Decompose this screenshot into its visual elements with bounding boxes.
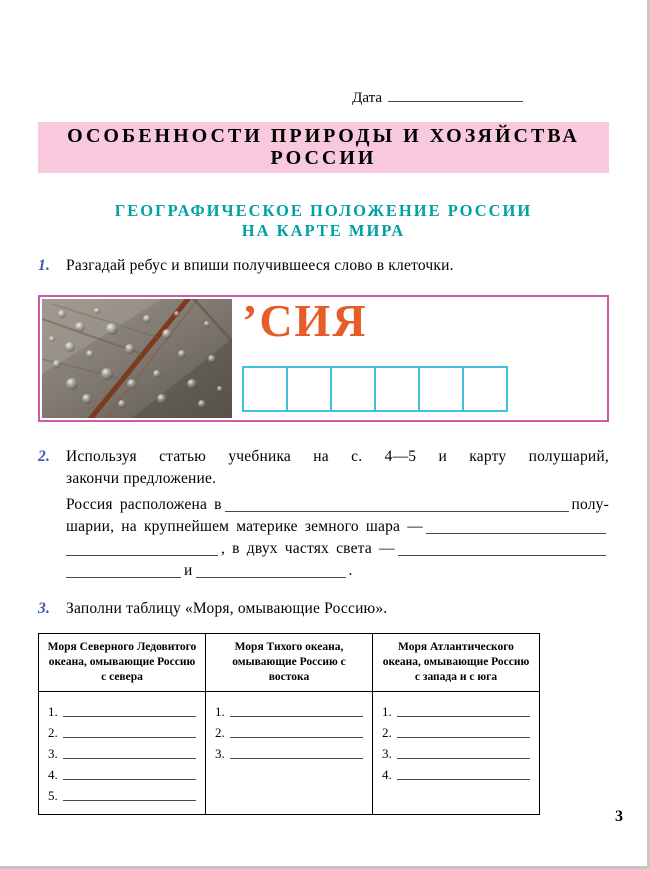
list-item <box>215 720 363 741</box>
task-3-text: Заполни таблицу «Моря, омывающие Россию». <box>66 600 388 617</box>
table-cell-atlantic-seas <box>373 692 540 815</box>
sentence-text: и <box>184 562 193 579</box>
item-number: 2. <box>215 725 225 740</box>
answer-cell <box>330 366 376 412</box>
item-number: 3. <box>48 746 58 761</box>
item-number: 2. <box>48 725 58 740</box>
page-number: 3 <box>615 808 623 825</box>
fill-in-sentence <box>66 494 609 582</box>
sentence-blank <box>398 555 606 556</box>
sentence-blank <box>66 555 218 556</box>
item-number: 1. <box>215 704 225 719</box>
answer-cell <box>374 366 420 412</box>
sentence-text: полу- <box>571 496 609 513</box>
list-item <box>382 720 530 741</box>
table-cell-arctic-seas <box>39 692 206 815</box>
list-item <box>382 762 530 783</box>
answer-blank <box>230 716 363 717</box>
sentence-blank <box>225 511 569 512</box>
date-row <box>38 90 523 107</box>
sentence-blank <box>196 577 346 578</box>
answer-cell <box>418 366 464 412</box>
task-2-intro-line2: закончи предложение. <box>66 470 217 487</box>
answer-blank <box>397 737 530 738</box>
task-2-intro-line1: Используя статью учебника на с. 4—5 и карту полушарий, <box>66 448 609 465</box>
list-item <box>48 741 196 762</box>
sentence-text: . <box>348 562 353 579</box>
list-item <box>48 762 196 783</box>
date-label: Дата <box>352 90 382 106</box>
section-title-line2: НА КАРТЕ МИРА <box>241 221 406 240</box>
task-1 <box>38 255 609 277</box>
chapter-title-line1: ОСОБЕННОСТИ ПРИРОДЫ И ХОЗЯЙСТВА <box>67 125 580 147</box>
task-1-text: Разгадай ребус и впиши получившееся слово в клеточки. <box>66 257 454 274</box>
list-item <box>215 699 363 720</box>
answer-blank <box>63 758 196 759</box>
item-number: 5. <box>48 788 58 803</box>
answer-cell <box>462 366 508 412</box>
sentence-text: шарии, на крупнейшем материке земного шара — <box>66 518 423 535</box>
seas-table <box>38 633 540 815</box>
task-3-number: 3. <box>38 600 51 617</box>
sentence-text: , в двух частях света — <box>221 540 395 557</box>
item-number: 3. <box>215 746 225 761</box>
table-header-atlantic-seas: Моря Атлантического океана, омывающие Россию с запада и с юга <box>373 634 540 692</box>
table-header-pacific-seas: Моря Тихого океана, омывающие Россию с востока <box>206 634 373 692</box>
list-item <box>48 699 196 720</box>
sentence-text: Россия расположена в <box>66 496 222 513</box>
item-number: 2. <box>382 725 392 740</box>
answer-cell <box>286 366 332 412</box>
task-2 <box>38 446 609 582</box>
answer-blank <box>397 779 530 780</box>
list-item <box>48 783 196 804</box>
task-2-number: 2. <box>38 448 51 465</box>
table-cell-pacific-seas <box>206 692 373 815</box>
list-item <box>382 699 530 720</box>
sentence-blank <box>66 577 181 578</box>
section-title <box>38 201 609 241</box>
answer-cell <box>242 366 288 412</box>
item-number: 4. <box>48 767 58 782</box>
date-blank-line <box>388 101 523 102</box>
table-header-arctic-seas: Моря Северного Ледовитого океана, омывающие Россию с севера <box>39 634 206 692</box>
answer-blank <box>63 716 196 717</box>
item-number: 1. <box>382 704 392 719</box>
leaf-photo-with-dew <box>42 299 232 418</box>
item-number: 3. <box>382 746 392 761</box>
item-number: 4. <box>382 767 392 782</box>
chapter-title <box>38 122 609 173</box>
answer-blank <box>397 758 530 759</box>
answer-cells <box>242 366 605 412</box>
task-1-number: 1. <box>38 257 51 274</box>
rebus-word: ’СИЯ <box>242 295 368 346</box>
section-title-line1: ГЕОГРАФИЧЕСКОЕ ПОЛОЖЕНИЕ РОССИИ <box>114 201 533 220</box>
answer-blank <box>63 779 196 780</box>
answer-blank <box>397 716 530 717</box>
rebus-box <box>38 295 609 422</box>
answer-blank <box>63 737 196 738</box>
answer-blank <box>63 800 196 801</box>
list-item <box>48 720 196 741</box>
item-number: 1. <box>48 704 58 719</box>
answer-blank <box>230 737 363 738</box>
answer-blank <box>230 758 363 759</box>
list-item <box>215 741 363 762</box>
sentence-blank <box>426 533 606 534</box>
list-item <box>382 741 530 762</box>
chapter-title-line2: РОССИИ <box>270 147 377 169</box>
task-3 <box>38 598 609 620</box>
